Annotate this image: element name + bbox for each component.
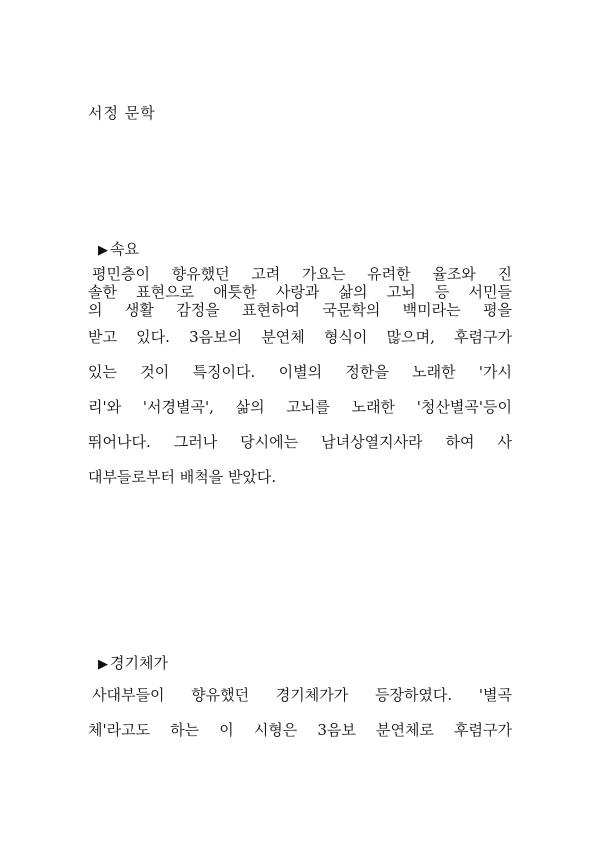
paragraph-line: 뛰어나다. 그러나 당시에는 남녀상열지사라 하여 사 (88, 433, 512, 451)
document-title: 서정 문학 (88, 104, 156, 122)
section-heading-label: 속요 (110, 240, 139, 258)
paragraph-line: 평민층이 향유했던 고려 가요는 유려한 율조와 진 (92, 265, 512, 283)
paragraph-line: 솔한 표현으로 애틋한 사랑과 삶의 고뇌 등 서민들 (88, 283, 512, 301)
paragraph-line: 사대부들이 향유했던 경기체가가 등장하였다. '별곡 (92, 686, 512, 704)
section-paragraph-sokyo-a (88, 265, 512, 319)
section-heading-gyeonggichega (98, 652, 168, 673)
paragraph-line: 있는 것이 특징이다. 이별의 정한을 노래한 '가시 (88, 363, 512, 381)
paragraph-line: 의 생활 감정을 표현하여 국문학의 백미라는 평을 (88, 301, 512, 319)
triangle-bullet-icon: ▶ (98, 243, 108, 258)
paragraph-line: 리'와 '서경별곡', 삶의 고뇌를 노래한 '청산별곡'등이 (88, 398, 512, 416)
section-heading-label: 경기체가 (110, 654, 168, 672)
section-paragraph-sokyo-b (88, 320, 512, 495)
paragraph-line: 받고 있다. 3음보의 분연체 형식이 많으며, 후렴구가 (88, 328, 512, 346)
section-paragraph-gyeonggichega (88, 678, 512, 748)
triangle-bullet-icon: ▶ (98, 657, 108, 672)
paragraph-line: 대부들로부터 배척을 받았다. (88, 468, 277, 486)
section-heading-sokyo (98, 238, 139, 259)
paragraph-line: 체'라고도 하는 이 시형은 3음보 분연체로 후렴구가 (88, 721, 512, 739)
